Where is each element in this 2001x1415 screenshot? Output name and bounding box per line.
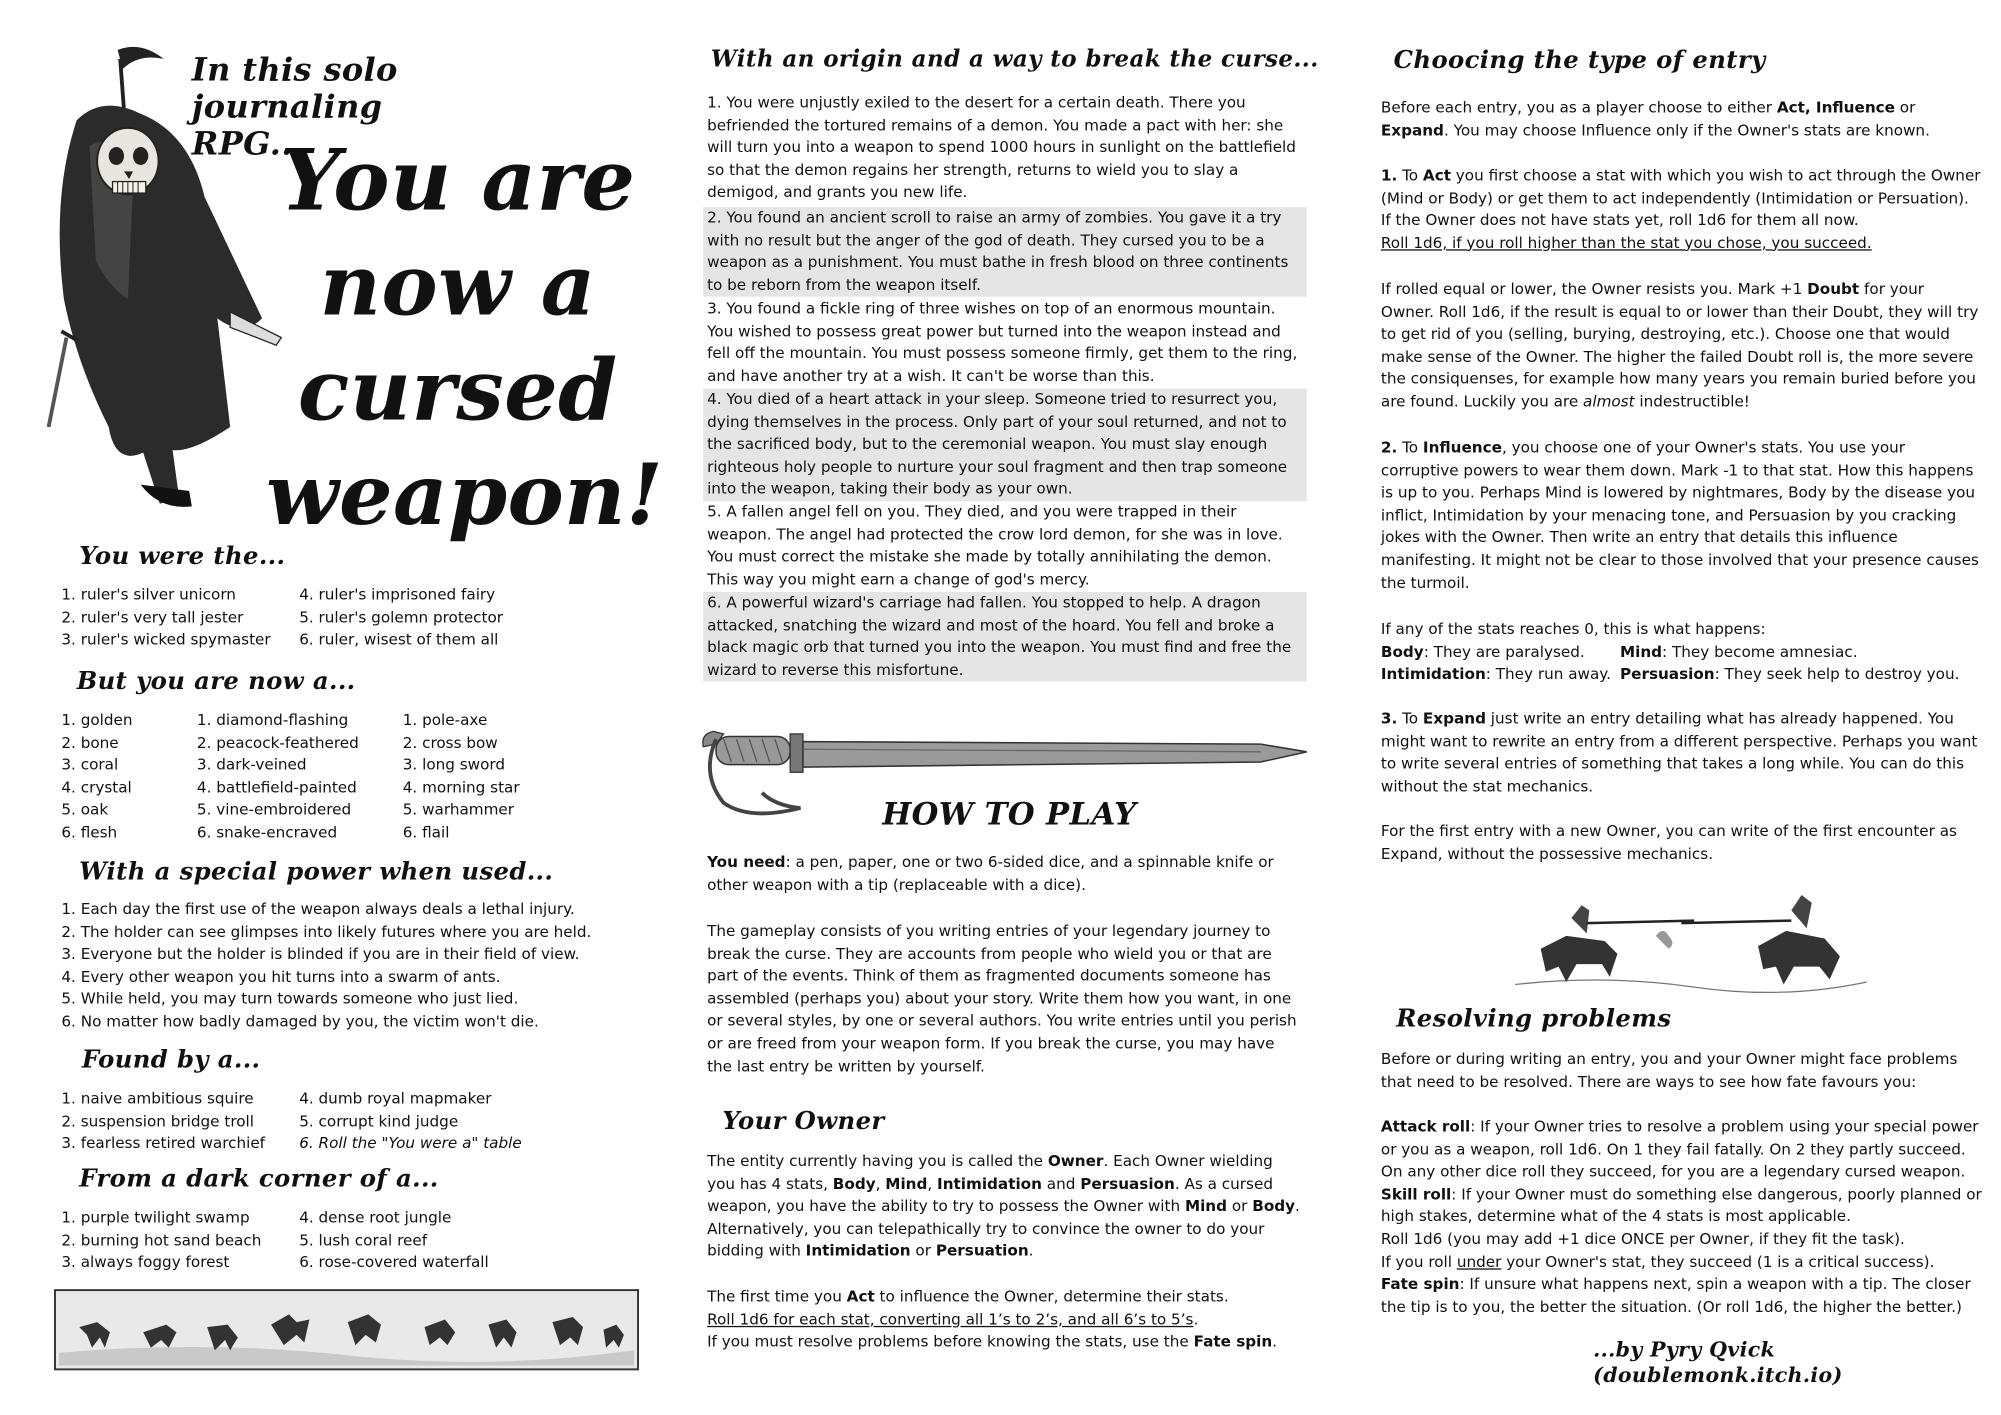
- text-span: .: [1272, 1332, 1278, 1351]
- now-col-1: [61, 710, 132, 845]
- bold-span: Fate spin: [1193, 1332, 1273, 1351]
- hunting-frieze-illustration: [54, 1289, 640, 1371]
- text-span: just write an entry detailing what has already happened. You might want to rewrite an entry from a different perspective. Perhaps you want to write several entries of something that takes a long while. You can do this without the stat mechanics.: [1380, 709, 1978, 796]
- text-span: indestructible!: [1634, 392, 1750, 411]
- text-span: If you must resolve problems before knowing the stats, use the: [707, 1332, 1194, 1351]
- bold-span: Mind: [885, 1174, 928, 1193]
- list-item: 4. ruler's imprisoned fairy: [299, 585, 496, 604]
- text-span: If rolled equal or lower, the Owner resists you. Mark +1: [1380, 280, 1808, 298]
- origin-text: 1. You were unjustly exiled to the desert for a certain death. There you befriended the tortured remains of a demon. You made a pact with her: she will turn you into a weapon to spend 1000 hours in sunlight on the battlefield so that the demon regains her strength, returns to wield you to slay a demigod, and grants you new life.: [707, 93, 1296, 202]
- text-span: ,: [875, 1174, 886, 1193]
- list-item: 2. burning hot sand beach: [61, 1230, 262, 1249]
- list-item: 1. purple twilight swamp: [61, 1208, 250, 1227]
- bold-span: Intimidation: [805, 1242, 911, 1260]
- text-span: or: [1226, 1197, 1253, 1215]
- list-item: 5. corrupt kind judge: [299, 1111, 459, 1130]
- bold-span: Persuasion: [1080, 1174, 1175, 1193]
- title-line-3: cursed: [297, 340, 618, 440]
- text-span: ,: [927, 1174, 938, 1193]
- list-item: 2. The holder can see glimpses into likely futures where you are held.: [61, 922, 592, 941]
- list-item: 6. flail: [402, 823, 450, 842]
- text-span: : If your Owner tries to resolve a problem using your special power or you as a weapon, roll 1d6. On 1 they fail fatally. On 2 they partly succeed. On any other dice roll they succeed, for you are a legendary cursed weapon.: [1380, 1117, 1979, 1181]
- list-item: 4. battlefield-painted: [196, 778, 357, 797]
- list-item: 2. suspension bridge troll: [61, 1111, 255, 1130]
- text-span: .: [1193, 1310, 1199, 1328]
- owner-paragraph-1: [707, 1151, 1305, 1263]
- list-item: 5. warhammer: [402, 800, 515, 819]
- found-heading: Found by a...: [81, 1045, 261, 1075]
- bold-span: Intimidation: [937, 1174, 1042, 1193]
- bold-span: 3.: [1380, 709, 1398, 728]
- bold-span: 1.: [1380, 166, 1398, 185]
- byline: ...by Pyry Qvick (doublemonk.itch.io): [1593, 1337, 1843, 1388]
- text-span: : They become amnesiac.: [1662, 642, 1858, 661]
- bold-span: Mind: [1619, 642, 1663, 661]
- entry-heading: Choocing the type of entry: [1393, 46, 1766, 75]
- underlined-text: under: [1456, 1252, 1502, 1271]
- list-item: 5. ruler's golemn protector: [299, 608, 504, 626]
- problems-rules: [1381, 1116, 1982, 1318]
- list-item: 2. ruler's very tall jester: [61, 608, 244, 626]
- you-need-text: : a pen, paper, one or two 6-sided dice, and a spinnable knife or other weapon with a tip (replaceable with a dice).: [707, 852, 1274, 894]
- first-entry-text: For the first entry with a new Owner, you can write of the first encounter as Expand, without the possessive mechanics.: [1380, 822, 1957, 863]
- corner-col-2: [299, 1207, 489, 1274]
- origin-item-2: [703, 207, 1306, 297]
- found-col-2: [299, 1088, 522, 1155]
- intro-prefix-text: In this solo journaling RPG...: [191, 51, 398, 163]
- entry-fail: [1381, 279, 1982, 414]
- list-item: 1. diamond-flashing: [196, 710, 349, 729]
- entry-expand: [1381, 708, 1982, 798]
- owner-heading: Your Owner: [722, 1107, 885, 1136]
- gameplay-text: The gameplay consists of you writing entries of your legendary journey to break the curse. They are accounts from people who wield you or that are part of the events. Think of them as fragmented documents someone has assembled (perhaps you) about your story. Write them how you want, in one or several styles, by one or several authors. You write entries until you perish or are freed from your weapon form. If you break the curse, you may have the last entry be written by yourself.: [707, 921, 1297, 1075]
- bold-span: Fate spin: [1380, 1274, 1460, 1293]
- bold-span: Body: [1380, 642, 1424, 661]
- origin-item-3: [703, 298, 1306, 388]
- text-span: for your Owner. Roll 1d6, if the result is equal to or lower than their Doubt, they will try to get rid of you (selling, burying, destroying, etc.). Choose one that would make sense of the Owner. The higher the failed Doubt roll is, the more severe the consiquenses, for example how many years you remain buried before you are found. Luckily you are: [1380, 280, 1979, 411]
- origin-text: 2. You found an ancient scroll to raise an army of zombies. You gave it a try with no result but the anger of the god of death. They cursed you to be a weapon as a punishment. You must bathe in fresh blood on three continents to be reborn from the weapon itself.: [707, 208, 1289, 294]
- list-item: 4. dense root jungle: [299, 1208, 452, 1227]
- you-need-label: You need: [707, 852, 786, 871]
- entry-intro: [1381, 97, 1982, 142]
- jousting-knights-illustration: [1502, 885, 1873, 1003]
- you-need: [707, 852, 1298, 897]
- list-item: 3. fearless retired warchief: [61, 1134, 266, 1153]
- bold-span: Body: [832, 1174, 876, 1193]
- now-heading: But you are now a...: [76, 667, 356, 696]
- text-span: : They are paralysed.: [1423, 642, 1585, 661]
- list-item: 1. Each day the first use of the weapon always deals a lethal injury.: [61, 900, 575, 919]
- title-line-2: now a: [319, 235, 596, 335]
- list-item: 6. snake-encraved: [196, 823, 338, 842]
- problems-intro: [1381, 1048, 1982, 1093]
- title-line-1: You are: [280, 130, 636, 231]
- list-item: 6. flesh: [61, 823, 118, 842]
- title-line-4: weapon!: [265, 444, 664, 545]
- text-span: your Owner's stat, they succeed (1 is a critical success).: [1501, 1252, 1935, 1271]
- how-to-play-heading: HOW TO PLAY: [882, 795, 1137, 833]
- list-item: 1. pole-axe: [402, 710, 488, 729]
- entry-zero-stats: [1381, 619, 1982, 686]
- text-span: or: [1894, 98, 1916, 117]
- bold-span: Persuasion: [1619, 665, 1715, 684]
- were-col-2: [299, 584, 503, 651]
- text-span: : If unsure what happens next, spin a weapon with a tip. The closer the tip is to you, the better the situation. (Or roll 1d6, the higher the better.): [1380, 1274, 1971, 1316]
- bold-span: Attack roll: [1380, 1117, 1471, 1136]
- text-span: .: [1028, 1242, 1034, 1260]
- found-col-1: [61, 1088, 265, 1155]
- list-item: 3. Everyone but the holder is blinded if you are in their field of view.: [61, 945, 580, 964]
- italic-span: almost: [1583, 392, 1635, 411]
- origin-item-1: [703, 92, 1306, 204]
- text-span: : They seek help to destroy you.: [1714, 665, 1960, 684]
- list-item: 1. naive ambitious squire: [61, 1089, 254, 1108]
- power-list: [61, 899, 591, 1034]
- list-item: 3. coral: [61, 755, 119, 774]
- text-span: The first time you: [707, 1287, 847, 1306]
- list-item: 4. Every other weapon you hit turns into a swarm of ants.: [61, 967, 501, 986]
- now-col-3: [403, 710, 520, 845]
- corner-heading: From a dark corner of a...: [79, 1164, 439, 1193]
- text-span: : If your Owner must do something else dangerous, poorly planned or high stakes, determine what of the 4 stats is most applicable.: [1380, 1184, 1982, 1226]
- power-heading: With a special power when used...: [79, 857, 554, 887]
- problems-heading: Resolving problems: [1396, 1004, 1672, 1034]
- bold-span: Influence: [1422, 438, 1502, 457]
- text-span: and: [1041, 1174, 1081, 1193]
- bold-span: Expand: [1380, 120, 1444, 139]
- underlined-text: Roll 1d6 for each stat, converting all 1’s to 2’s, and all 6’s to 5’s: [707, 1310, 1194, 1328]
- text-span: To: [1397, 166, 1423, 185]
- zero-intro: If any of the stats reaches 0, this is what happens:: [1380, 620, 1766, 639]
- bold-span: Body: [1252, 1197, 1296, 1215]
- main-title: [265, 128, 664, 547]
- list-item: 2. cross bow: [402, 733, 498, 752]
- text-span: The entity currently having you is called the: [707, 1152, 1048, 1170]
- text-span: . As a cursed weapon, you have the ability to try to possess the Owner with: [707, 1174, 1273, 1215]
- origin-text: 6. A powerful wizard's carriage had fallen. You stopped to help. A dragon attacked, snatching the wizard and most of the hoard. You fell and broke a black magic orb that turned you into the weapon. You must find and free the wizard to reverse this misfortune.: [707, 593, 1292, 679]
- origin-text: 3. You found a fickle ring of three wishes on top of an enormous mountain. You wished to possess great power but turned into the weapon instead and fell off the mountain. You must possess someone firmly, get them to the ring, and have another try at a wish. It can't be worse than this.: [707, 299, 1298, 385]
- text-span: . Alternatively, you can telepathically try to convince the owner to do your bidding with: [707, 1197, 1300, 1260]
- entry-first: [1381, 821, 1982, 866]
- skill-line-2: Roll 1d6 (you may add +1 dice ONCE per Owner, if they fit the task).: [1380, 1229, 1905, 1248]
- bold-span: Intimidation: [1380, 665, 1486, 684]
- list-item: 2. peacock-feathered: [196, 733, 359, 752]
- list-item: 3. ruler's wicked spymaster: [61, 630, 271, 649]
- bold-span: Doubt: [1807, 280, 1860, 298]
- list-item: 5. oak: [61, 800, 109, 819]
- list-item: 4. morning star: [402, 778, 520, 797]
- text-span: to influence the Owner, determine their stats.: [874, 1287, 1229, 1306]
- list-item: 5. lush coral reef: [299, 1230, 428, 1249]
- origin-text: 5. A fallen angel fell on you. They died, and you were trapped in their weapon. The angel had protected the crow lord demon, for she was in love. You must correct the mistake she made by totally annihilating the demon. This way you might earn a change of god's mercy.: [707, 502, 1283, 588]
- bold-span: Mind: [1184, 1197, 1227, 1215]
- text-span: , you choose one of your Owner's stats. You use your corruptive powers to wear them down. Mark -1 to that stat. How this happens is up to you. Perhaps Mind is lowered by nightmares, Body by the disease you inflict, Intimidation by your menacing tone, and Persuasion by you cracking jokes with the Owner. Then write an entry that details this influence manifesting. It might not be clear to those involved that your presence causes the turmoil.: [1380, 438, 1979, 592]
- gameplay: [707, 921, 1298, 1078]
- list-item: 3. always foggy forest: [61, 1253, 230, 1272]
- text-span: you first choose a stat with which you wish to act through the Owner (Mind or Body) or get them to act independently (Intimidation or Persuation). If the Owner does not have stats yet, roll 1d6 for them all now.: [1380, 166, 1981, 230]
- list-item: 5. While held, you may turn towards someone who just lied.: [61, 990, 519, 1009]
- list-item: 2. bone: [61, 733, 119, 752]
- list-item: 6. Roll the "You were a" table: [299, 1134, 522, 1153]
- list-item: 6. No matter how badly damaged by you, the victim won't die.: [61, 1012, 539, 1031]
- list-item: 3. long sword: [402, 755, 506, 774]
- bold-span: Skill roll: [1380, 1184, 1452, 1203]
- bold-span: Act: [846, 1287, 875, 1306]
- text-span: . Each Owner wielding you has 4 stats,: [707, 1152, 1273, 1193]
- bold-span: Persuation: [935, 1242, 1029, 1260]
- list-item: 1. ruler's silver unicorn: [61, 585, 236, 604]
- bold-span: Expand: [1422, 709, 1486, 728]
- list-item: 6. ruler, wisest of them all: [299, 630, 499, 649]
- list-item: 6. rose-covered waterfall: [299, 1253, 489, 1272]
- list-item: 4. dumb royal mapmaker: [299, 1089, 492, 1108]
- bold-span: 2.: [1380, 438, 1398, 457]
- origin-heading: With an origin and a way to break the curse...: [710, 46, 1319, 73]
- text-span: . You may choose Influence only if the Owner's stats are known.: [1443, 120, 1930, 139]
- now-col-2: [197, 710, 359, 845]
- text-span: To: [1397, 438, 1423, 457]
- were-heading: You were the...: [79, 542, 286, 571]
- list-item: 5. vine-embroidered: [196, 800, 352, 819]
- origin-item-4: [703, 389, 1306, 501]
- origin-text: 4. You died of a heart attack in your sleep. Someone tried to resurrect you, dying themselves in the process. Only part of your soul returned, and not to the sacrificed body, but to the ceremonial weapon. You must slay enough righteous holy people to nurture your soul fragment and then trap someone into the weapon, taking their body as your own.: [707, 389, 1288, 498]
- list-item: 4. crystal: [61, 778, 132, 797]
- bold-span: Act: [1422, 166, 1451, 185]
- list-item: 3. dark-veined: [196, 755, 307, 774]
- bold-span: Owner: [1047, 1152, 1104, 1170]
- origin-item-5: [703, 501, 1306, 591]
- origin-item-6: [703, 592, 1306, 682]
- bold-span: Act, Influence: [1776, 98, 1895, 117]
- owner-paragraph-2: [707, 1286, 1305, 1353]
- entry-act: [1381, 165, 1982, 255]
- underlined-text: Roll 1d6, if you roll higher than the stat you chose, you succeed.: [1380, 233, 1872, 252]
- problems-intro-text: Before or during writing an entry, you and your Owner might face problems that need to be resolved. There are ways to see how fate favours you:: [1380, 1049, 1958, 1091]
- entry-influence: [1381, 437, 1982, 594]
- corner-col-1: [61, 1207, 261, 1274]
- text-span: If you roll: [1380, 1252, 1457, 1271]
- were-col-1: [61, 584, 270, 651]
- text-span: : They run away.: [1485, 665, 1611, 684]
- text-span: To: [1397, 709, 1423, 728]
- text-span: Before each entry, you as a player choose to either: [1380, 98, 1777, 117]
- text-span: or: [910, 1242, 936, 1260]
- list-item: 1. golden: [61, 710, 133, 729]
